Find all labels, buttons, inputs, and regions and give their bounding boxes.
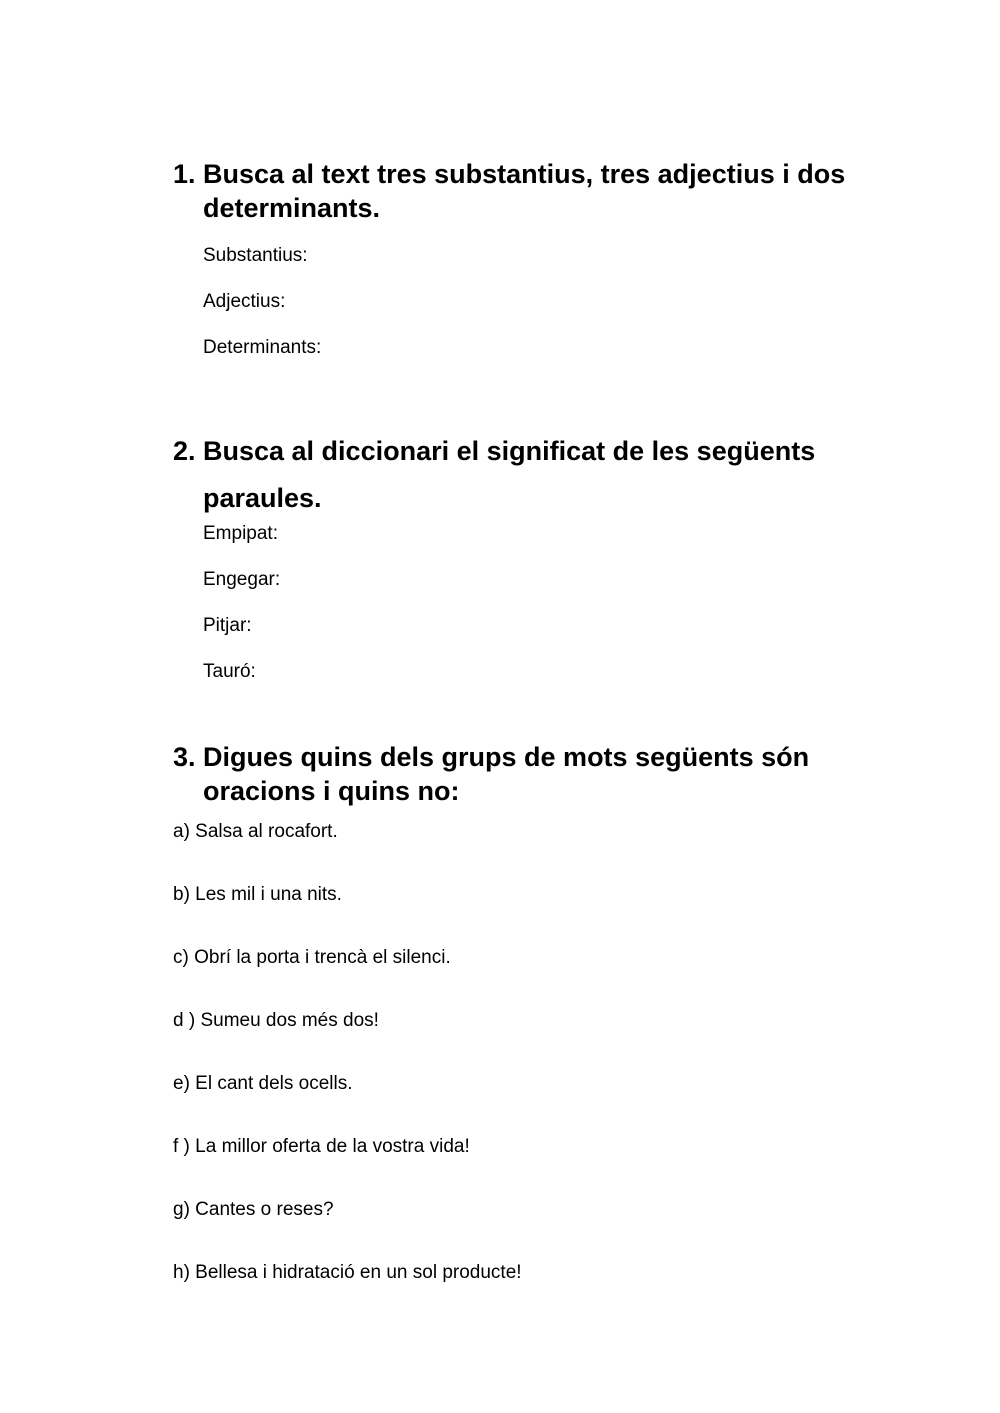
question-1-number: 1. [173, 159, 196, 189]
list-item: c) Obrí la porta i trencà el silenci. [173, 947, 451, 968]
list-item: f ) La millor oferta de la vostra vida! [173, 1136, 470, 1157]
field-adjectius: Adjectius: [203, 291, 286, 312]
question-2-text-line2: paraules. [203, 483, 322, 513]
question-2-number: 2. [173, 436, 196, 466]
field-determinants: Determinants: [203, 337, 322, 358]
field-substantius: Substantius: [203, 245, 308, 266]
field-engegar: Engegar: [203, 569, 281, 590]
question-1-text: Busca al text tres substantius, tres adjectius i dos determinants. [203, 159, 846, 223]
list-item: g) Cantes o reses? [173, 1199, 334, 1220]
question-2-text-line1: Busca al diccionari el significat de les següents [203, 436, 816, 466]
question-1-title [173, 157, 873, 225]
list-item: b) Les mil i una nits. [173, 884, 342, 905]
list-item: d ) Sumeu dos més dos! [173, 1010, 379, 1031]
field-pitjar: Pitjar: [203, 615, 252, 636]
list-item: e) El cant dels ocells. [173, 1073, 353, 1094]
list-item: h) Bellesa i hidratació en un sol producte! [173, 1262, 522, 1283]
list-item: a) Salsa al rocafort. [173, 821, 338, 842]
field-empipat: Empipat: [203, 523, 278, 544]
question-2-title [173, 428, 873, 522]
question-3-title [173, 740, 873, 808]
field-tauro: Tauró: [203, 661, 256, 682]
question-3-text: Digues quins dels grups de mots següents són oracions i quins no: [203, 742, 810, 806]
question-3-number: 3. [173, 742, 196, 772]
